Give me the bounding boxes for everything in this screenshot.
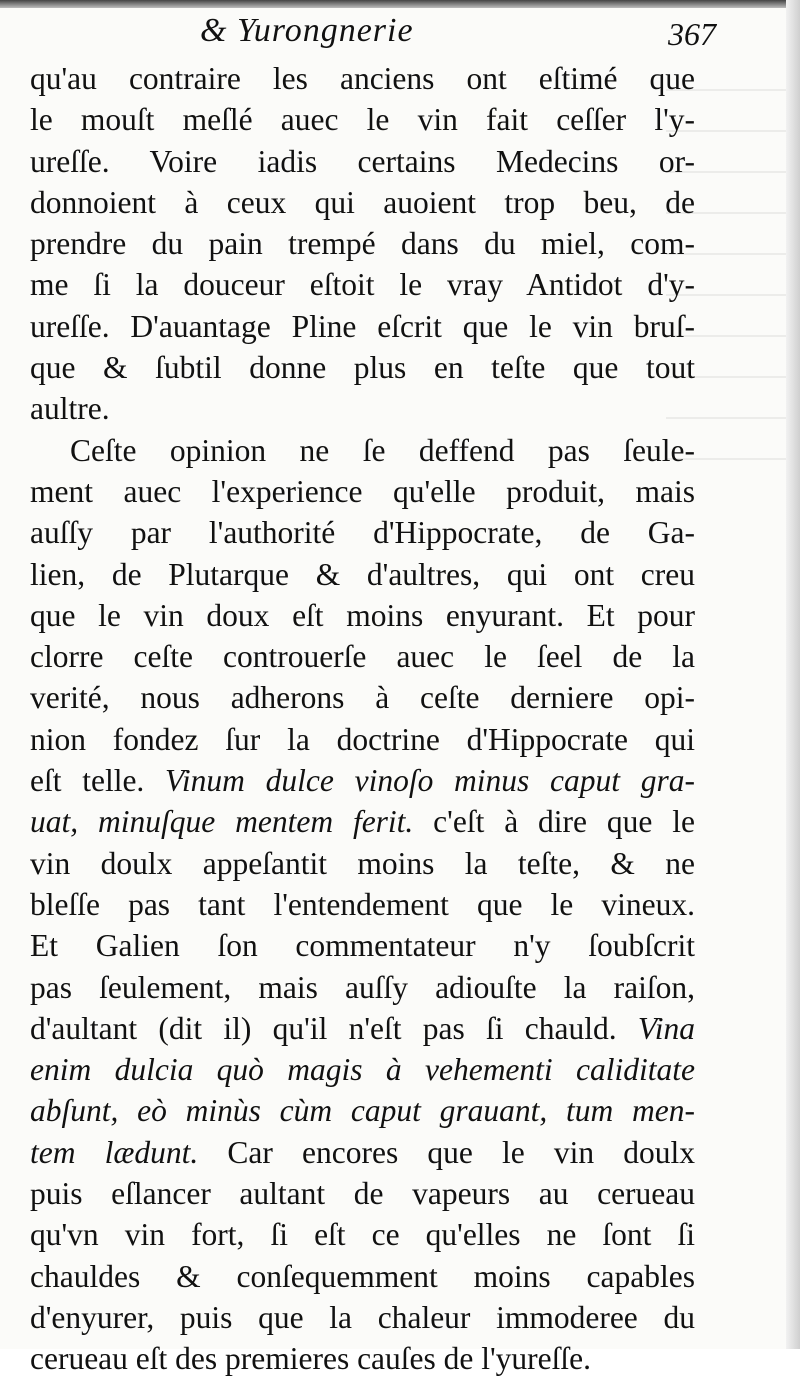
text-segment: clorre ceſte controuerſe auec le ſeel de la [30,639,695,675]
text-segment: bleſſe pas tant l'entendement que le vineux. [30,886,695,922]
text-line [30,1173,695,1214]
latin-quotation: enim dulcia quò magis à vehementi caliditate [30,1052,695,1088]
text-segment: eſt telle. [30,763,166,799]
text-segment: d'enyurer, puis que la chaleur immoderee du [30,1299,695,1335]
text-line [30,347,695,388]
text-segment: que le vin doux eſt moins enyurant. Et pour [30,597,695,633]
text-segment: cerueau eſt des premieres cauſes de l'yureſſe. [30,1341,592,1377]
text-segment: puis eſlancer aultant de vapeurs au cerueau [30,1176,695,1212]
text-segment: vin doulx appeſantit moins la teſte, & ne [30,845,695,881]
text-segment: Et Galien ſon commentateur n'y ſoubſcrit [30,928,695,964]
text-segment: Car encores que le vin doulx [198,1134,695,1170]
latin-quotation: uat, minuſque mentem ferit. [30,804,414,840]
text-line [30,1090,695,1131]
text-segment: me ſi la douceur eſtoit le vray Antidot d'y- [30,267,695,303]
latin-quotation: tem lædunt. [30,1134,199,1170]
text-line [30,1214,695,1255]
text-line [30,554,695,595]
text-line [30,967,695,1008]
latin-quotation: abſunt, eò minùs cùm caput grauant, tum men- [30,1093,695,1129]
text-line [30,512,695,553]
text-segment: le mouſt meſlé auec le vin fait ceſſer l'y- [30,102,695,138]
latin-quotation: Vinum dulce vinoſo minus caput gra- [165,763,695,799]
page-top-edge [0,0,800,8]
text-line [30,884,695,925]
running-title: & Yurongnerie [200,12,414,49]
text-line [30,141,695,182]
text-segment: pas ſeulement, mais auſſy adiouſte la raiſon, [30,969,695,1005]
text-segment: c'eſt à dire que le [413,804,695,840]
text-segment: ureſſe. Voire iadis certains Medecins or- [30,143,695,179]
text-line [30,471,695,512]
text-segment: d'aultant (dit il) qu'il n'eſt pas ſi chauld. [30,1010,638,1046]
text-line [30,1132,695,1173]
text-line [30,182,695,223]
latin-quotation: Vina [637,1010,695,1046]
text-line [30,843,695,884]
text-line [30,801,695,842]
text-segment: prendre du pain trempé dans du miel, com- [30,226,695,262]
text-line [30,264,695,305]
text-line [30,1297,695,1338]
text-line [30,430,695,471]
text-segment: qu'vn vin fort, ſi eſt ce qu'elles ne ſont ſi [30,1217,695,1253]
text-line [30,1256,695,1297]
text-line [30,1338,695,1379]
page-right-edge [786,0,800,1349]
text-segment: aultre. [30,391,110,427]
text-line [30,388,695,429]
text-segment: donnoient à ceux qui auoient trop beu, de [30,184,695,220]
running-header [0,10,800,54]
text-line [30,719,695,760]
text-segment: ureſſe. D'auantage Pline eſcrit que le vin bruſ- [30,308,695,344]
text-line [30,760,695,801]
text-line [30,636,695,677]
page-number: 367 [668,16,716,52]
text-segment: lien, de Plutarque & d'aultres, qui ont creu [30,556,695,592]
text-line [30,677,695,718]
text-line [30,306,695,347]
text-segment: Ceſte opinion ne ſe deffend pas ſeule- [70,432,695,468]
text-line [30,595,695,636]
body-text [30,58,695,1380]
text-line [30,99,695,140]
text-segment: que & ſubtil donne plus en teſte que tout [30,350,695,386]
text-segment: ment auec l'experience qu'elle produit, mais [30,473,695,509]
text-line [30,1008,695,1049]
text-line [30,58,695,99]
text-segment: auſſy par l'authorité d'Hippocrate, de Ga- [30,515,695,551]
text-segment: chauldes & conſequemment moins capables [30,1258,695,1294]
text-segment: nion fondez ſur la doctrine d'Hippocrate qui [30,721,695,757]
text-segment: qu'au contraire les anciens ont eſtimé que [30,61,695,96]
text-line [30,1049,695,1090]
text-line [30,925,695,966]
text-segment: verité, nous adherons à ceſte derniere opi- [30,680,695,716]
text-line [30,223,695,264]
